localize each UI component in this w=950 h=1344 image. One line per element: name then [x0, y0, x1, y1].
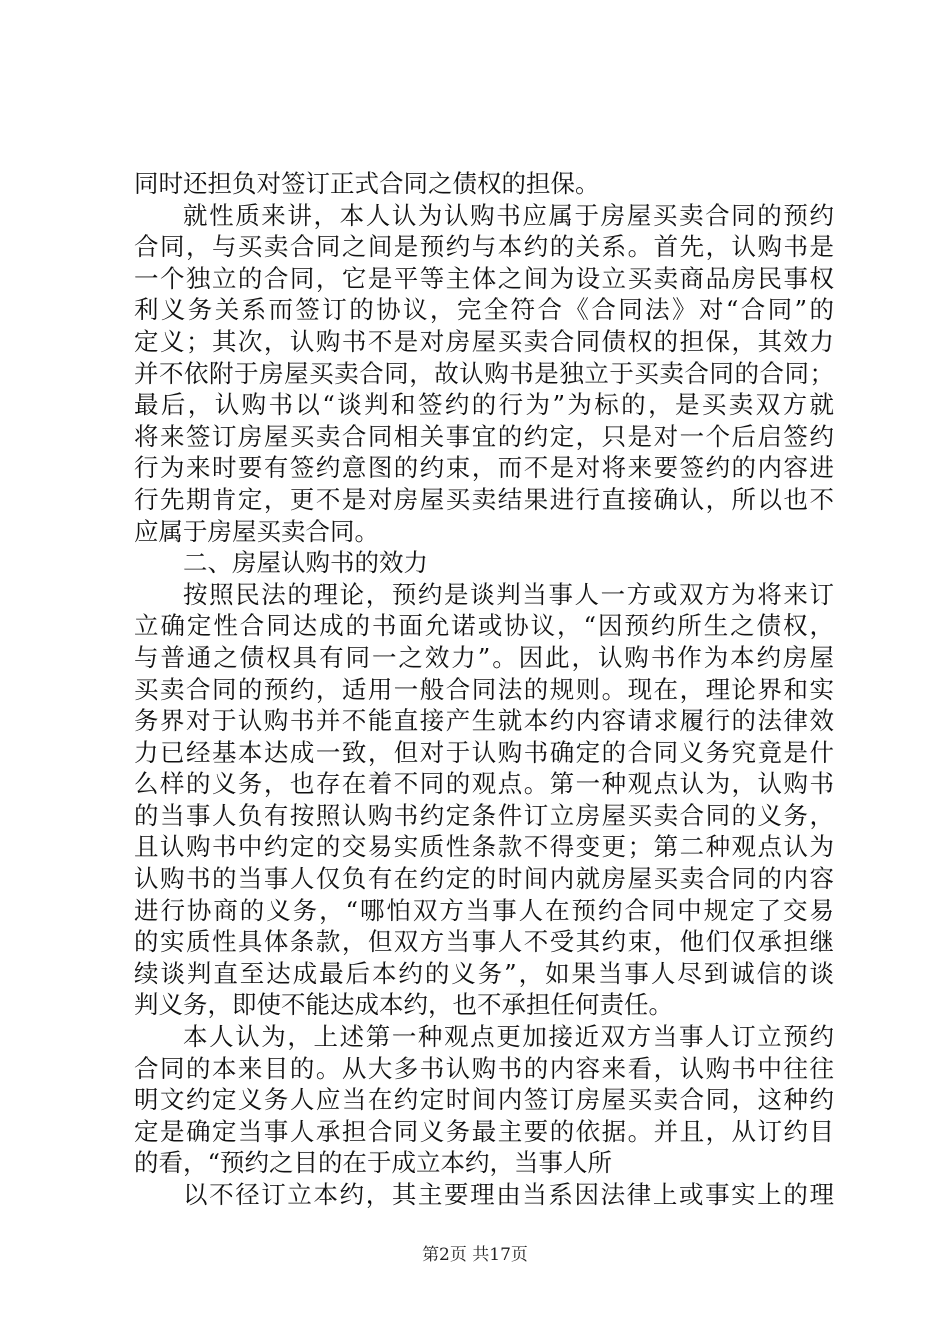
text-line: 续谈判直至达成最后本约的义务”，如果当事人尽到诚信的谈	[134, 958, 834, 988]
text-line: 与普通之债权具有同一之效力”。因此，认购书作为本约房屋	[134, 642, 834, 672]
text-line: 将来签订房屋买卖合同相关事宜的约定，只是对一个后启签约	[134, 421, 834, 451]
text-line: 合同，与买卖合同之间是预约与本约的关系。首先，认购书是	[134, 232, 834, 262]
text-line: 合同的本来目的。从大多书认购书的内容来看，认购书中往往	[134, 1053, 834, 1083]
body-text	[134, 168, 834, 1211]
text-line: 并不依附于房屋买卖合同，故认购书是独立于买卖合同的合同；	[134, 358, 834, 388]
page-number-footer: 第2页 共17页	[422, 1245, 528, 1265]
text-line: 一个独立的合同，它是平等主体之间为设立买卖商品房民事权	[134, 263, 834, 293]
text-line: 以不径订立本约，其主要理由当系因法律上或事实上的理	[183, 1180, 834, 1209]
text-line: 定义；其次，认购书不是对房屋买卖合同债权的担保，其效力	[134, 326, 834, 356]
text-line: 最后，认购书以“谈判和签约的行为”为标的，是买卖双方就	[134, 390, 834, 420]
text-line: 明文约定义务人应当在约定时间内签订房屋买卖合同，这种约	[134, 1085, 834, 1115]
text-line: 么样的义务，也存在着不同的观点。第一种观点认为，认购书	[134, 769, 834, 799]
text-line: 同时还担负对签订正式合同之债权的担保。	[134, 169, 600, 198]
text-line: 按照民法的理论，预约是谈判当事人一方或双方为将来订	[183, 579, 834, 609]
text-line: 且认购书中约定的交易实质性条款不得变更；第二种观点认为	[134, 832, 834, 862]
text-line: 进行协商的义务，“哪怕双方当事人在预约合同中规定了交易	[134, 895, 834, 925]
text-line: 二、房屋认购书的效力	[183, 548, 428, 578]
text-line: 判义务，即使不能达成本约，也不承担任何责任。	[134, 990, 673, 1020]
text-line: 本人认为，上述第一种观点更加接近双方当事人订立预约	[183, 1022, 834, 1052]
text-line: 务界对于认购书并不能直接产生就本约内容请求履行的法律效	[134, 706, 834, 736]
text-line: 行为来时要有签约意图的约束，而不是对将来要签约的内容进	[134, 453, 834, 483]
text-line: 的看，“预约之目的在于成立本约，当事人所	[134, 1148, 613, 1178]
text-line: 的实质性具体条款，但双方当事人不受其约束，他们仅承担继	[134, 927, 834, 957]
text-line: 买卖合同的预约，适用一般合同法的规则。现在，理论界和实	[134, 674, 834, 704]
text-line: 立确定性合同达成的书面允诺或协议，“因预约所生之债权，	[134, 611, 834, 641]
text-line: 力已经基本达成一致，但对于认购书确定的合同义务究竟是什	[134, 737, 834, 767]
text-line: 的当事人负有按照认购书约定条件订立房屋买卖合同的义务，	[134, 800, 834, 830]
text-line: 就性质来讲，本人认为认购书应属于房屋买卖合同的预约	[183, 200, 834, 230]
text-line: 认购书的当事人仅负有在约定的时间内就房屋买卖合同的内容	[134, 864, 834, 894]
text-line: 利义务关系而签订的协议，完全符合《合同法》对“合同”的	[134, 295, 834, 325]
text-line: 行先期肯定，更不是对房屋买卖结果进行直接确认，所以也不	[134, 484, 834, 514]
text-line: 定是确定当事人承担合同义务最主要的依据。并且，从订约目	[134, 1116, 834, 1146]
text-line: 应属于房屋买卖合同。	[134, 516, 379, 546]
